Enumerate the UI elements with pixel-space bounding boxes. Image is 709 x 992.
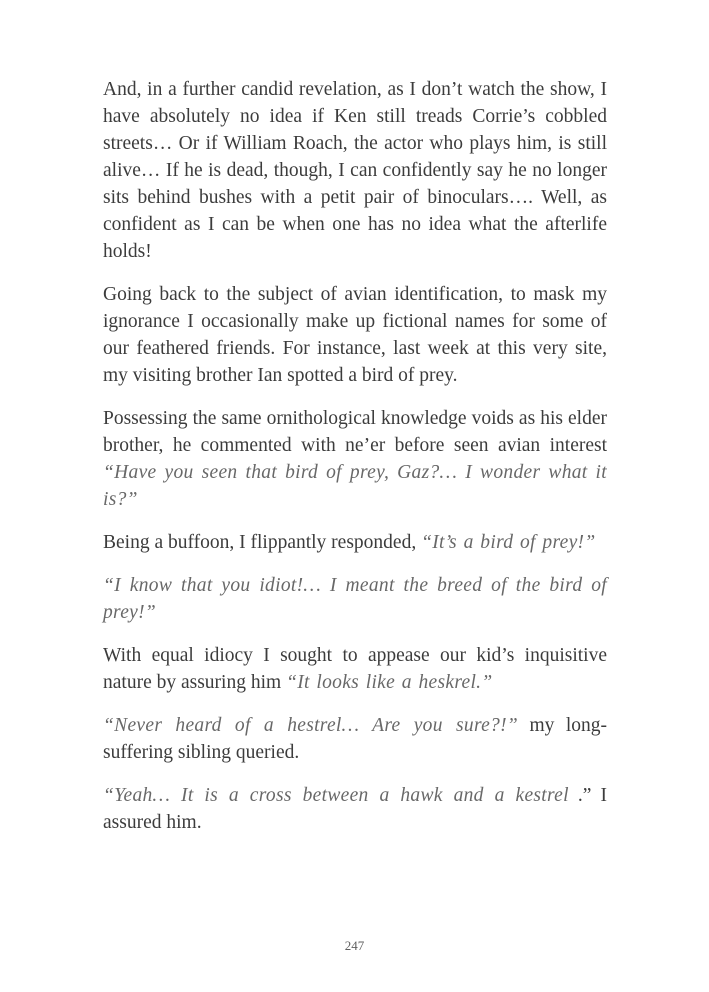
quote-text: “It looks like a heskrel.” <box>286 672 493 693</box>
body-text: With equal idiocy I sought to appease our kid’s inquisitive nature by assuring him <box>103 645 607 693</box>
paragraph <box>103 529 607 556</box>
paragraph <box>103 712 607 766</box>
quote-text: “Never heard of a hestrel… Are you sure?!” <box>103 715 519 736</box>
quote-text: “It’s a bird of prey!” <box>421 532 596 553</box>
text-block <box>103 76 607 852</box>
page-number: 247 <box>344 938 365 953</box>
body-text: And, in a further candid revelation, as I don’t watch the show, I have absolutely no idea if Ken still treads Corrie’s cobbled streets… Or if William Roach, the actor who plays him, is still alive… If he is dead, though, I can confidently say he no longer sits behind bushes with a petit pair of binoculars…. Well, as confident as I can be when one has no idea what the afterlife holds! <box>103 79 607 262</box>
paragraph <box>103 281 607 389</box>
body-text: Possessing the same ornithological knowledge voids as his elder brother, he commented with ne’er before seen avian interest <box>103 408 607 456</box>
paragraph <box>103 76 607 265</box>
body-text: .” I assured him. <box>103 785 608 833</box>
body-text: Being a buffoon, I flippantly responded, <box>103 532 422 553</box>
paragraph <box>103 405 607 513</box>
body-text: my long-suffering sibling queried. <box>103 715 607 763</box>
quote-text: “Yeah… It is a cross between a hawk and a kestrel <box>103 785 569 806</box>
paragraph <box>103 642 607 696</box>
quote-text: “I know that you idiot!… I meant the breed of the bird of prey!” <box>103 575 607 623</box>
body-text: Going back to the subject of avian identification, to mask my ignorance I occasionally make up fictional names for some of our feathered friends. For instance, last week at this very site, my visiting brother Ian spotted a bird of prey. <box>103 284 607 386</box>
paragraph <box>103 782 607 836</box>
quote-text: “Have you seen that bird of prey, Gaz?… I wonder what it is?” <box>103 462 607 510</box>
paragraph <box>103 572 607 626</box>
